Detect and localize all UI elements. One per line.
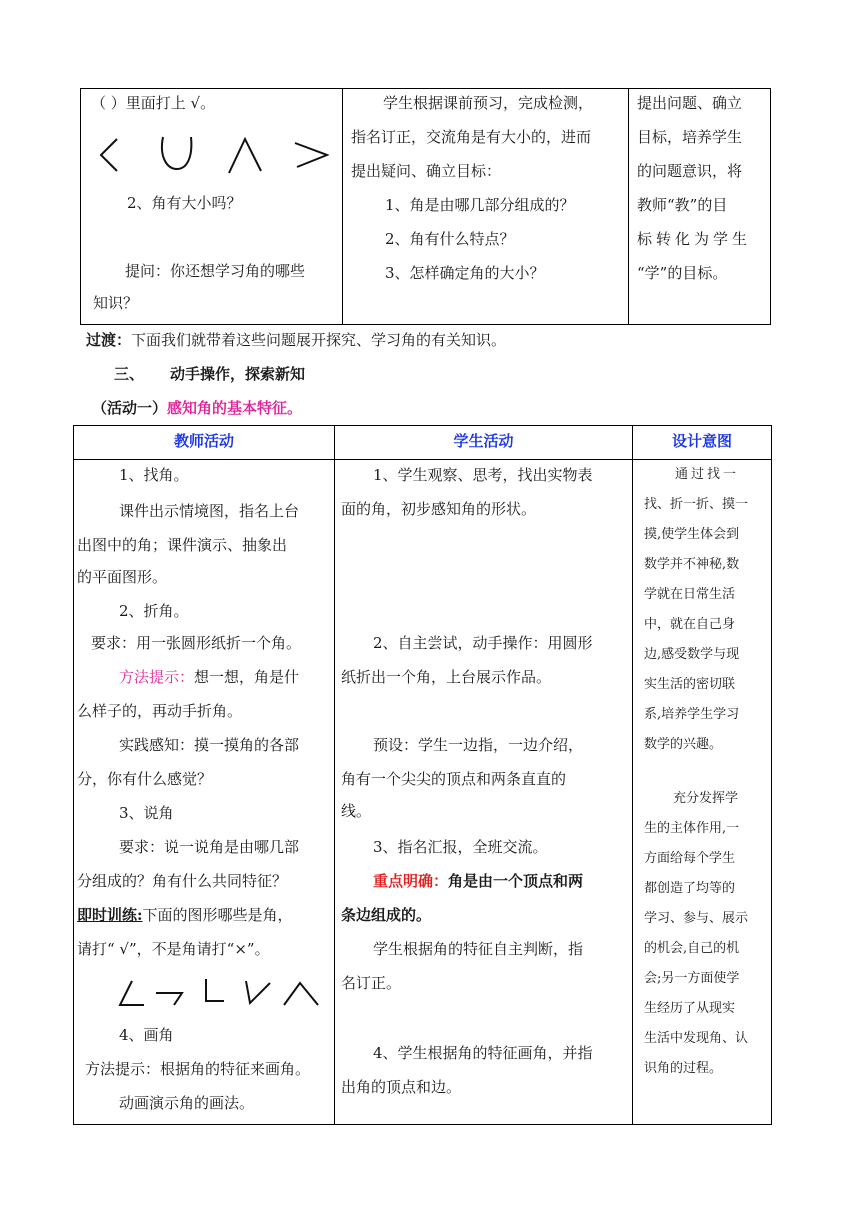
teacher-line-16: 4、画角 bbox=[119, 1026, 174, 1044]
table1-col2-line5: 2、角有什么特点？ bbox=[385, 230, 515, 248]
table1-col3-line3: 的问题意识，将 bbox=[637, 162, 743, 180]
transition-label: 过渡： bbox=[86, 331, 132, 349]
teacher-line-12: 要求：说一说角是由哪几部 bbox=[119, 838, 300, 856]
intent-line-12: 生的主体作用,一 bbox=[644, 821, 740, 836]
intent-line-5: 学就在日常生活 bbox=[644, 587, 736, 602]
method-hint-label: 方法提示： bbox=[119, 668, 195, 686]
teacher-line-1: 1、找角。 bbox=[119, 466, 189, 484]
teacher-line-14: 即时训练:下面的图形哪些是角， bbox=[77, 906, 293, 924]
intent-line-13: 方面给每个学生 bbox=[644, 851, 736, 866]
activity-table bbox=[73, 425, 772, 1125]
intent-line-6: 中，就在自己身 bbox=[644, 617, 736, 632]
intent-line-20: 识角的过程。 bbox=[644, 1061, 723, 1076]
student-line-11: 学生根据角的特征自主判断，指 bbox=[373, 940, 584, 958]
table1-col2-line6: 3、怎样确定角的大小？ bbox=[385, 264, 545, 282]
student-line-8: 3、指名汇报，全班交流。 bbox=[373, 838, 548, 856]
angle-shapes-row-2-icon bbox=[110, 975, 330, 1015]
table1-col3-line1: 提出问题、确立 bbox=[637, 94, 743, 112]
intent-line-9: 系,培养学生学习 bbox=[644, 707, 740, 722]
intent-line-10: 数学的兴趣。 bbox=[644, 737, 723, 752]
activity-title: 感知角的基本特征。 bbox=[167, 399, 303, 417]
teacher-line-7: 方法提示：想一想，角是什 bbox=[119, 668, 300, 686]
student-line-1: 1、学生观察、思考，找出实物表 bbox=[373, 466, 593, 484]
student-line-5: 预设：学生一边指，一边介绍， bbox=[373, 736, 584, 754]
intent-line-3: 摸,使学生体会到 bbox=[644, 527, 740, 542]
angle-shapes-row-1-icon bbox=[89, 133, 329, 183]
teacher-line-3: 出图中的角；课件演示、抽象出 bbox=[77, 536, 288, 554]
intent-line-19: 生活中发现角、认 bbox=[644, 1031, 749, 1046]
table1-col2-line1: 学生根据课前预习，完成检测， bbox=[383, 94, 594, 112]
table1-col2-line2: 指名订正，交流角是有大小的，进而 bbox=[351, 128, 592, 146]
intent-line-15: 学习、参与、展示 bbox=[644, 911, 749, 926]
teacher-line-9: 实践感知：摸一摸角的各部 bbox=[119, 736, 300, 754]
table1-col1-line2: 2、角有大小吗？ bbox=[127, 194, 242, 212]
student-line-14: 出角的顶点和边。 bbox=[341, 1078, 462, 1096]
section-heading bbox=[114, 364, 305, 384]
teacher-line-8: 么样子的，再动手折角。 bbox=[77, 702, 243, 720]
header-student: 学生活动 bbox=[453, 432, 514, 450]
header-intent: 设计意图 bbox=[671, 432, 732, 450]
teacher-line-2: 课件出示情境图，指名上台 bbox=[119, 502, 300, 520]
intent-line-2: 找、折一折、摸一 bbox=[644, 497, 749, 512]
student-line-3: 2、自主尝试，动手操作：用圆形 bbox=[373, 634, 593, 652]
key-point-label: 重点明确： bbox=[373, 872, 449, 890]
header-teacher: 教师活动 bbox=[173, 432, 234, 450]
intent-line-7: 边,感受数学与现 bbox=[644, 647, 740, 662]
table1-col3-line2: 目标，培养学生 bbox=[637, 128, 743, 146]
activity-heading bbox=[92, 398, 302, 418]
table1-col3-line4: 教师“教”的目 bbox=[637, 196, 728, 214]
teacher-line-10: 分，你有什么感觉？ bbox=[77, 770, 213, 788]
table1-col1-line4: 知识？ bbox=[93, 294, 139, 312]
transition-text: 下面我们就带着这些问题展开探究、学习角的有关知识。 bbox=[131, 331, 507, 349]
intent-line-17: 会;另一方面使学 bbox=[644, 971, 740, 986]
table1-col3-line6: “学”的目标。 bbox=[637, 264, 728, 282]
intent-line-14: 都创造了均等的 bbox=[644, 881, 736, 896]
teacher-line-13: 分组成的？角有什么共同特征？ bbox=[77, 872, 288, 890]
table1-col2-line3: 提出疑问、确立目标： bbox=[351, 162, 502, 180]
table-top bbox=[80, 88, 771, 325]
table1-col1-line1: （ ）里面打上 √。 bbox=[91, 94, 216, 112]
student-line-13: 4、学生根据角的特征画角，并指 bbox=[373, 1044, 593, 1062]
teacher-line-4: 的平面图形。 bbox=[77, 568, 168, 586]
instant-training-label: 即时训练: bbox=[77, 906, 143, 924]
table1-col3-line5: 标转化为学生 bbox=[637, 230, 752, 248]
teacher-line-15: 请打“ √”，不是角请打“×”。 bbox=[77, 940, 270, 958]
table1-col1-line3: 提问：你还想学习角的哪些 bbox=[125, 262, 306, 280]
student-line-6: 角有一个尖尖的顶点和两条直直的 bbox=[341, 770, 567, 788]
table1-col2-line4: 1、角是由哪几部分组成的？ bbox=[385, 196, 575, 214]
section-number: 三、 bbox=[114, 365, 145, 383]
teacher-line-17: 方法提示：根据角的特征来画角。 bbox=[85, 1060, 311, 1078]
intent-line-4: 数学并不神秘,数 bbox=[644, 557, 740, 572]
intent-line-8: 实生活的密切联 bbox=[644, 677, 736, 692]
transition-line bbox=[86, 330, 506, 350]
teacher-line-5: 2、折角。 bbox=[119, 602, 189, 620]
student-line-12: 名订正。 bbox=[341, 974, 402, 992]
student-line-2: 面的角，初步感知角的形状。 bbox=[341, 500, 537, 518]
teacher-line-18: 动画演示角的画法。 bbox=[119, 1094, 255, 1112]
section-title: 动手操作，探索新知 bbox=[170, 365, 306, 383]
intent-line-16: 的机会,自己的机 bbox=[644, 941, 740, 956]
teacher-line-6: 要求：用一张圆形纸折一个角。 bbox=[91, 634, 302, 652]
student-line-7: 线。 bbox=[341, 802, 372, 820]
teacher-line-11: 3、说角 bbox=[119, 804, 174, 822]
intent-line-11: 充分发挥学 bbox=[673, 791, 739, 806]
student-line-4: 纸折出一个角，上台展示作品。 bbox=[341, 668, 552, 686]
activity-label: （活动一） bbox=[92, 399, 168, 417]
student-line-10: 条边组成的。 bbox=[341, 906, 432, 924]
intent-line-18: 生经历了从现实 bbox=[644, 1001, 736, 1016]
intent-line-1: 通过找一 bbox=[675, 467, 740, 482]
student-line-9: 重点明确：角是由一个顶点和两 bbox=[373, 872, 584, 890]
